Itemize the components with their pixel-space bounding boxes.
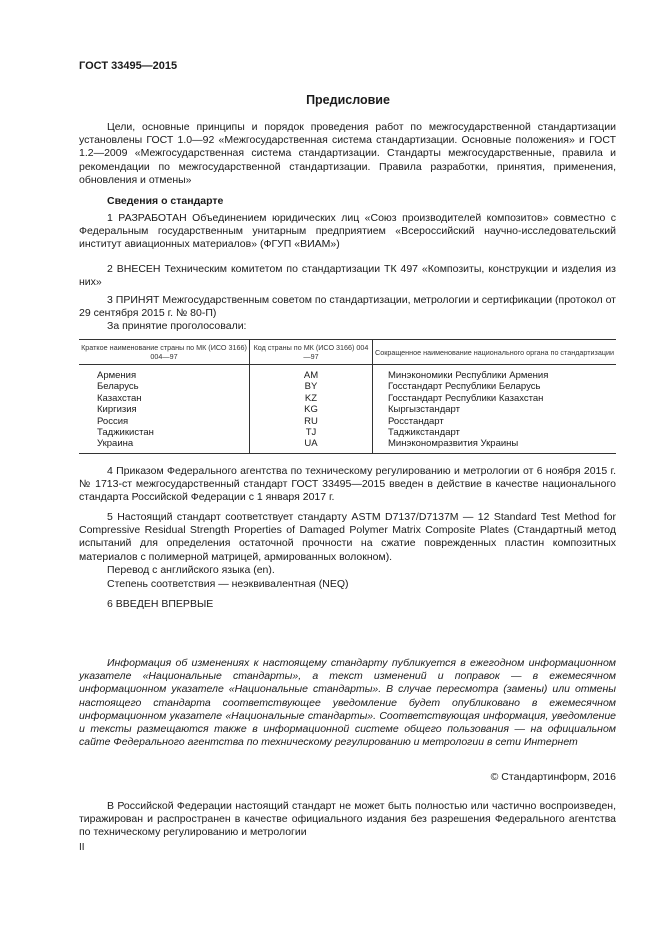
country-code: KG xyxy=(250,404,373,415)
standards-body: Госстандарт Республики Беларусь xyxy=(373,381,617,392)
standards-body: Госстандарт Республики Казахстан xyxy=(373,393,617,404)
country-code: AM xyxy=(250,365,373,382)
info-heading: Сведения о стандарте xyxy=(107,195,224,207)
country-name: Казахстан xyxy=(97,392,142,404)
table-header-row xyxy=(79,340,616,365)
standards-body: Таджикстандарт xyxy=(373,427,617,438)
standards-body: Минэкономразвития Украины xyxy=(373,438,617,453)
table-row xyxy=(79,365,616,382)
table-row xyxy=(79,381,616,392)
page-title: Предисловие xyxy=(306,93,390,107)
standards-body: Росстандарт xyxy=(373,416,617,427)
country-code: TJ xyxy=(250,427,373,438)
vote-label: За принятие проголосовали: xyxy=(107,320,247,332)
table-row xyxy=(79,416,616,427)
country-name: Армения xyxy=(97,370,137,381)
voting-states-table xyxy=(79,339,616,454)
item-4-order: 4 Приказом Федерального агентства по техническому регулированию и метрологии от 6 ноября 2015 г. № 1713-ст межгосударственный стандарт ГОСТ 33495—2015 введен в действие в качестве национального стандарта Российской Федерации с 1 января 2017 г. xyxy=(79,465,616,504)
item-2-introduced: 2 ВНЕСЕН Техническим комитетом по стандартизации ТК 497 «Композиты, конструкции и изделия из них» xyxy=(79,263,616,289)
changes-notice: Информация об изменениях к настоящему стандарту публикуется в ежегодном информационном указателе «Национальные стандарты», а текст изменений и поправок — в ежемесячном информационном указателе «Национальные стандарты». В случае пересмотра (замены) или отмены настоящего стандарта соответствующее уведомление будет опубликовано в ежемесячном информационном указателе «Национальные стандарты». Соответствующая информация, уведомление и тексты размещаются также в информационной системе общего пользования — на официальном сайте Федерального агентства по техническому регулированию и метрологии в сети Интернет xyxy=(79,657,616,749)
intro-paragraph: Цели, основные принципы и порядок проведения работ по межгосударственной стандартизации установлены ГОСТ 1.0—92 «Межгосударственная система стандартизации. Основные положения» и ГОСТ 1.2—2009 «Межгосударственная система стандартизации. Стандарты межгосударственные, правила и рекомендации по межгосударственной стандартизации. Правила разработки, принятия, применения, обновления и отмены» xyxy=(79,121,616,186)
country-name: Россия xyxy=(97,415,129,427)
header-standards-body: Сокращенное наименование национального органа по стандартизации xyxy=(373,340,617,365)
country-code: KZ xyxy=(250,393,373,404)
header-country-code: Код страны по МК (ИСО 3166) 004—97 xyxy=(250,340,373,365)
table-row xyxy=(79,427,616,438)
item-6-first-introduced: 6 ВВЕДЕН ВПЕРВЫЕ xyxy=(107,598,214,610)
country-code: BY xyxy=(250,381,373,392)
page-number: II xyxy=(79,842,85,853)
table-row xyxy=(79,404,616,415)
item-3-adopted: 3 ПРИНЯТ Межгосударственным советом по стандартизации, метрологии и сертификации (протокол от 29 сентября 2015 г. № 80-П) xyxy=(79,294,616,320)
translation-note: Перевод с английского языка (en). xyxy=(107,564,275,576)
header-country-name: Краткое наименование страны по МК (ИСО 3166) 004—97 xyxy=(79,340,250,365)
item-1-developed: 1 РАЗРАБОТАН Объединением юридических лиц «Союз производителей композитов» совместно с Федеральным государственным унитарным предприятием «Всероссийский научно-исследовательский институт авиационных материалов» (ФГУП «ВИАМ») xyxy=(79,212,616,251)
country-name: Киргизия xyxy=(97,404,137,416)
standards-body: Минэкономики Республики Армения xyxy=(373,365,617,382)
reproduction-notice: В Российской Федерации настоящий стандарт не может быть полностью или частично воспроизведен, тиражирован и распространен в качестве официального издания без разрешения Федерального агентства по техническому регулированию и метрологии xyxy=(79,800,616,839)
country-code: UA xyxy=(250,438,373,453)
country-name: Таджикистан xyxy=(97,427,154,439)
standard-designation: ГОСТ 33495—2015 xyxy=(79,60,178,72)
standards-body: Кыргызстандарт xyxy=(373,404,617,415)
country-name: Беларусь xyxy=(97,381,139,393)
conformity-degree: Степень соответствия — неэквивалентная (NEQ) xyxy=(107,578,349,590)
country-name: Украина xyxy=(79,438,250,453)
country-code: RU xyxy=(250,416,373,427)
copyright-line: © Стандартинформ, 2016 xyxy=(490,771,616,783)
item-5-correspondence: 5 Настоящий стандарт соответствует стандарту ASTM D7137/D7137M — 12 Standard Test Method for Compressive Residual Strength Properties of Damaged Polymer Matrix Composite Plates (Стандартный метод испытаний для определения остаточной прочности на сжатие поврежденных пластин композитных материалов с полимерной матрицей, армированных волокном). xyxy=(79,511,616,563)
table-row xyxy=(79,438,616,453)
table-row xyxy=(79,393,616,404)
